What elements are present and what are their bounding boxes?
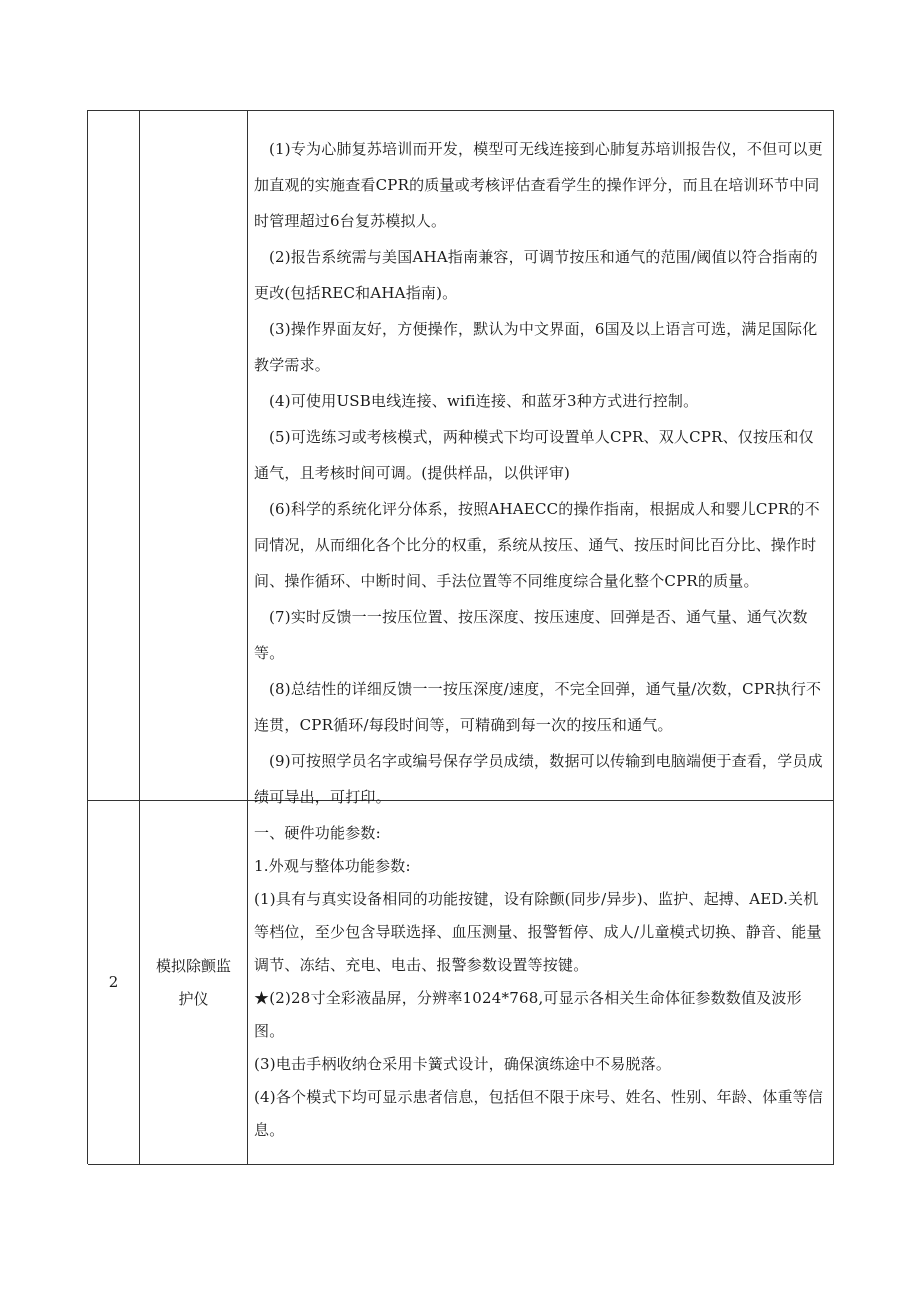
table-row — [88, 111, 834, 806]
section-heading: 一、硬件功能参数: — [254, 824, 381, 842]
spec-paragraph: (4)可使用USB电线连接、wifi连接、和蓝牙3种方式进行控制。 — [269, 392, 699, 410]
subsection-heading: 1.外观与整体功能参数: — [254, 857, 411, 875]
item-name-cell — [140, 111, 248, 800]
spec-paragraph: (8)总结性的详细反馈一一按压深度/速度，不完全回弹，通气量/次数，CPR执行不连贯，CPR循环/每段时间等，可精确到每一次的按压和通气。 — [254, 680, 822, 734]
spec-cell — [248, 801, 834, 1164]
item-name: 模拟除颤监护仪 — [155, 956, 231, 1008]
spec-paragraph-starred: ★(2)28寸全彩液晶屏，分辨率1024*768,可显示各相关生命体征参数数值及波形图。 — [254, 989, 802, 1040]
spec-paragraph: (4)各个模式下均可显示患者信息，包括但不限于床号、姓名、性别、年龄、体重等信息。 — [254, 1088, 824, 1139]
spec-paragraph: (1)具有与真实设备相同的功能按键，设有除颤(同步/异步)、监护、起搏、AED.关机等档位，至少包含导联选择、血压测量、报警暂停、成人/儿童模式切换、静音、能量调节、冻结、充电、电击、报警参数设置等按键。 — [254, 890, 822, 974]
spec-paragraph: (1)专为心肺复苏培训而开发，模型可无线连接到心肺复苏培训报告仪，不但可以更加直观的实施查看CPR的质量或考核评估查看学生的操作评分，而且在培训环节中同时管理超过6台复苏模拟人。 — [254, 140, 823, 230]
row-index-cell — [88, 111, 140, 800]
spec-paragraph: (9)可按照学员名字或编号保存学员成绩，数据可以传输到电脑端便于查看，学员成绩可导出，可打印。 — [254, 752, 823, 806]
spec-table — [87, 110, 834, 1164]
spec-cell — [248, 111, 834, 806]
spec-paragraph: (3)操作界面友好，方便操作，默认为中文界面，6国及以上语言可选，满足国际化教学需求。 — [254, 320, 818, 374]
row-index-cell — [88, 801, 140, 1164]
spec-paragraph: (3)电击手柄收纳仓采用卡簧式设计，确保演练途中不易脱落。 — [254, 1055, 672, 1073]
spec-paragraph: (7)实时反馈一一按压位置、按压深度、按压速度、回弹是否、通气量、通气次数等。 — [254, 608, 808, 662]
spec-paragraph: (6)科学的系统化评分体系，按照AHAECC的操作指南，根据成人和婴儿CPR的不同情况，从而细化各个比分的权重，系统从按压、通气、按压时间比百分比、操作时间、操作循环、中断时间、手法位置等不同维度综合量化整个CPR的质量。 — [254, 500, 820, 590]
spec-paragraph: (5)可选练习或考核模式，两种模式下均可设置单人CPR、双人CPR、仅按压和仅通气，且考核时间可调。(提供样品，以供评审) — [254, 428, 814, 482]
spec-paragraph: (2)报告系统需与美国AHA指南兼容，可调节按压和通气的范围/阈值以符合指南的更改(包括REC和AHA指南)。 — [254, 248, 818, 302]
item-name-cell — [140, 801, 248, 1164]
row-index: 2 — [108, 973, 119, 991]
table-row — [88, 801, 834, 1165]
